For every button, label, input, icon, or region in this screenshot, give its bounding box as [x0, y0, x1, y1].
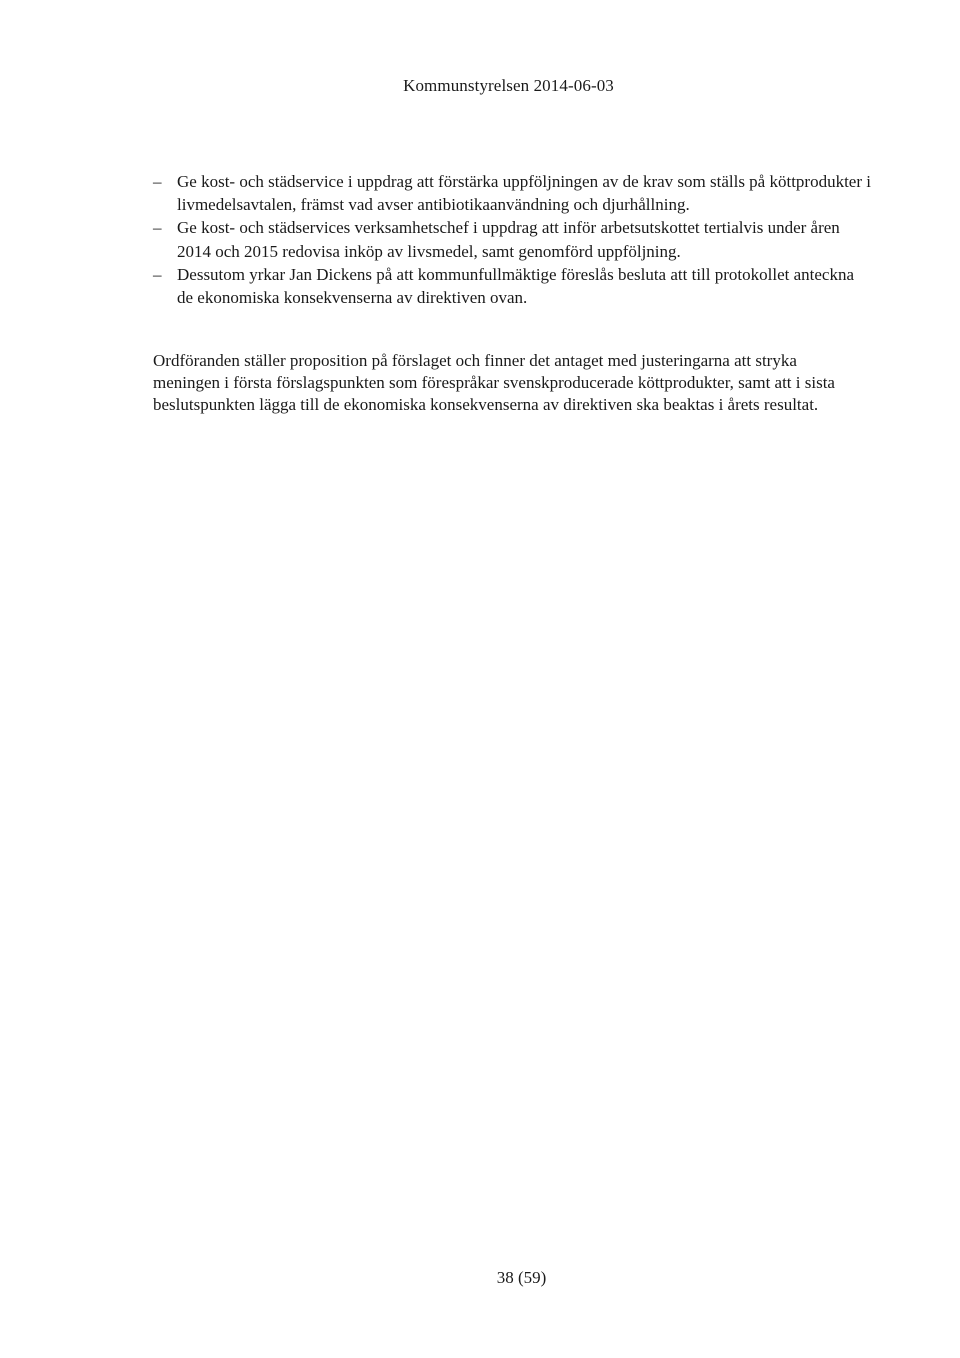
bullet-text: Ge kost- och städservices verksamhetschef i uppdrag att inför arbetsutskottet tertialvis under åren 2014 och 2015 redovisa inköp av livsmedel, samt genomförd uppföljning. [177, 218, 840, 261]
decision-bullet-list [153, 170, 873, 309]
body-paragraph: Ordföranden ställer proposition på förslaget och finner det antaget med justeringarna att stryka meningen i första förslagspunkten som förespråkar svenskproducerade köttprodukter, samt att i sista beslutspunkten lägga till de ekonomiska konsekvenserna av direktiven ska beaktas i årets resultat. [153, 351, 835, 415]
bullet-text: Ge kost- och städservice i uppdrag att förstärka uppföljningen av de krav som ställs på köttprodukter i livmedelsavtalen, främst vad avser antibiotikaanvändning och djurhållning. [177, 172, 871, 215]
bullet-dash: – [153, 172, 162, 191]
bullet-dash: – [153, 264, 162, 284]
bullet-text: Dessutom yrkar Jan Dickens på att kommunfullmäktige föreslås besluta att till protokollet anteckna de ekonomiska konsekvenserna av direktiven ovan. [177, 264, 854, 308]
bullet-item-3 [153, 263, 873, 309]
bullet-item-2 [153, 216, 873, 262]
page-number: 38 (59) [496, 1268, 547, 1287]
page-header: Kommunstyrelsen 2014-06-03 [403, 76, 614, 95]
bullet-dash: – [153, 218, 162, 238]
bullet-item-1 [153, 170, 873, 216]
